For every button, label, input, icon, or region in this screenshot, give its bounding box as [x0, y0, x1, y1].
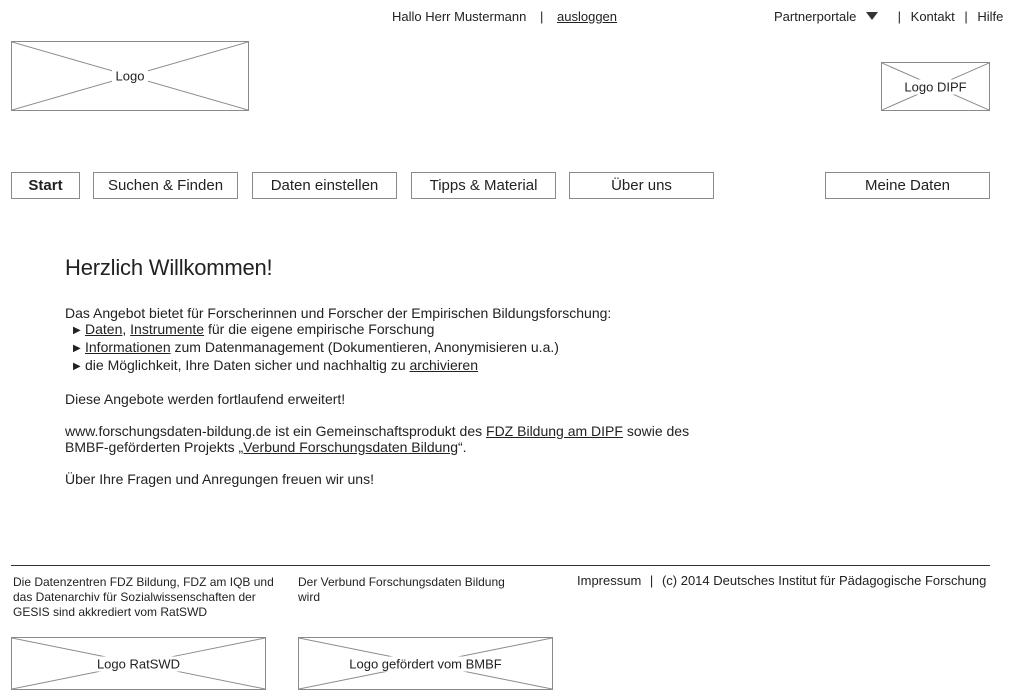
bullet1-text: für die eigene empirische Forschung: [204, 321, 435, 337]
list-item: [65, 357, 745, 375]
ratswd-logo[interactable]: [11, 637, 266, 690]
copyright-text: (c) 2014 Deutsches Institut für Pädagogische Forschung: [661, 573, 987, 588]
footer-divider: [11, 565, 990, 566]
bullet3-text: die Möglichkeit, Ihre Daten sicher und nachhaltig zu: [85, 357, 410, 373]
product-text-line2: [65, 439, 745, 455]
extended-text: Diese Angebote werden fortlaufend erweitert!: [65, 391, 346, 407]
fdz-bildung-link[interactable]: FDZ Bildung am DIPF: [486, 423, 623, 439]
help-link[interactable]: Hilfe: [977, 9, 1004, 24]
information-link[interactable]: Informationen: [85, 339, 171, 355]
partner-portals-menu[interactable]: [774, 9, 882, 24]
logout-link[interactable]: ausloggen: [557, 9, 618, 24]
accreditation-text: Die Datenzentren FDZ Bildung, FDZ am IQB und das Datenarchiv für Sozialwissenschaften der GESIS sind akkrediert vom RatSWD: [13, 575, 274, 619]
separator: |: [897, 9, 902, 24]
nav-start[interactable]: Start: [11, 172, 80, 199]
logo-dipf-label: Logo DIPF: [900, 79, 970, 94]
product-text: [65, 423, 745, 439]
separator: |: [649, 573, 654, 588]
page-title: Herzlich Willkommen!: [65, 255, 273, 280]
bullet-triangle-icon: ▶: [73, 361, 81, 372]
product-text-part: sowie des: [622, 423, 690, 439]
verbund-link[interactable]: „Verbund Forschungsdaten Bildung: [238, 439, 458, 455]
nav-about[interactable]: Über uns: [569, 172, 714, 199]
separator: |: [540, 9, 544, 24]
data-link[interactable]: Daten: [85, 321, 123, 337]
logo-bmbf-label: Logo gefördert vom BMBF: [345, 656, 505, 671]
nav-upload-data[interactable]: Daten einstellen: [252, 172, 397, 199]
site-logo[interactable]: [11, 41, 249, 111]
list-item: [65, 339, 745, 357]
bullet2-text: zum Datenmanagement (Dokumentieren, Anonymisieren u.a.): [170, 339, 559, 355]
product-text-part: www.forschungsdaten-bildung.de ist ein Gemeinschaftsprodukt des: [65, 423, 487, 439]
intro-text: Das Angebot bietet für Forscherinnen und Forscher der Empirischen Bildungsforschung:: [65, 305, 612, 321]
greeting-text: Hallo Herr Mustermann: [392, 9, 527, 24]
meta-nav: [774, 9, 1003, 24]
instruments-link[interactable]: Instrumente: [130, 321, 205, 337]
list-item: [65, 321, 745, 339]
nav-my-data[interactable]: Meine Daten: [825, 172, 990, 199]
contact-link[interactable]: Kontakt: [910, 9, 955, 24]
verbund-text: Der Verbund Forschungsdaten Bildung wird: [298, 575, 505, 604]
archive-link[interactable]: archivieren: [409, 357, 478, 373]
nav-tips[interactable]: Tipps & Material: [411, 172, 556, 199]
user-bar: [392, 9, 617, 24]
logo-ratswd-label: Logo RatSWD: [93, 656, 184, 671]
nav-search[interactable]: Suchen & Finden: [93, 172, 238, 199]
main-content: [65, 255, 745, 487]
bullet-triangle-icon: ▶: [73, 325, 81, 336]
bmbf-logo[interactable]: [298, 637, 553, 690]
product-text-part: “.: [458, 439, 467, 455]
product-text-part: BMBF-geförderten Projekts: [65, 439, 239, 455]
comma: ,: [122, 321, 131, 337]
dipf-logo[interactable]: [881, 62, 990, 111]
logo-label: Logo: [112, 69, 149, 84]
partner-portals-label: Partnerportale: [774, 9, 857, 24]
bullet-triangle-icon: ▶: [73, 343, 81, 354]
footer-meta: [577, 573, 986, 588]
imprint-link[interactable]: Impressum: [577, 573, 642, 588]
separator: |: [964, 9, 968, 24]
dropdown-triangle-icon: [866, 12, 878, 20]
questions-text: Über Ihre Fragen und Anregungen freuen wir uns!: [65, 471, 374, 487]
